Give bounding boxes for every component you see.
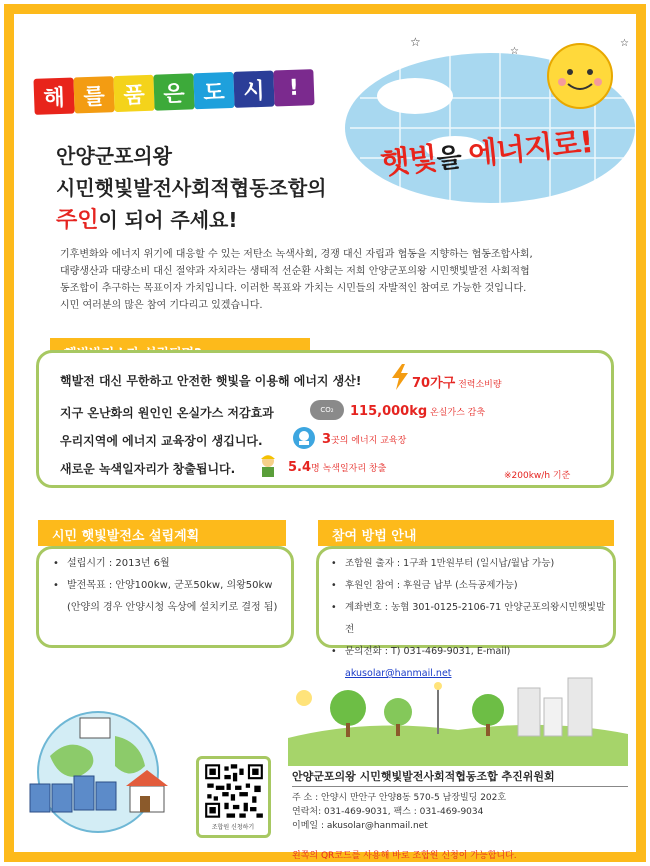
- plan-sub-note: (안양의 경우 안양시청 옥상에 설치키로 결정 됨): [67, 602, 278, 613]
- footer-qr-note: 왼쪽의 QR코드를 사용해 바로 조합원 신청이 가능합니다.: [292, 851, 517, 861]
- slogan: 햇빛을 에너지로!: [379, 124, 595, 183]
- worker-icon: [254, 452, 282, 480]
- email-link[interactable]: akusolar@hanmail.net: [345, 668, 452, 679]
- qr-code-icon[interactable]: [203, 762, 265, 820]
- join-item-contact: • 문의전화 : T) 031-469-9031, E-mail) akusolar@hanmail.net: [331, 641, 607, 685]
- plan-item: • 발전목표 : 안양100kw, 군포50kw, 의왕50kw: [53, 575, 281, 597]
- benefit-row-4-text: 새로운 녹색일자리가 창출됩니다.: [60, 462, 236, 476]
- footer-contact: [292, 791, 506, 833]
- lightning-icon: [392, 364, 408, 390]
- intro-paragraph: 기후변화와 에너지 위기에 대응할 수 있는 저탄소 녹색사회, 경쟁 대신 자립과 협동을 지향하는 협동조합사회, 대량생산과 대량소비 대신 절약과 자치라는 생태적 선순환 사회는 저희 안양군포의왕 시민햇빛발전 사회적협 동조합이 추구하는 목표이자 가치입니다. 이러한 목표와 가치는 시민들의 자발적인 참여로 가능한 것입니다. 시민 여러분의 많은 참여 기다리고 있겠습니다.: [60, 249, 533, 311]
- svg-text:☆: ☆: [410, 35, 421, 49]
- svg-text:☆: ☆: [510, 46, 519, 57]
- benefit-row-1-stat: 70가구 전력소비량: [412, 376, 502, 391]
- join-item: • 후원인 참여 : 후원금 납부 (소득공제가능): [331, 575, 607, 597]
- banner-char: 품: [113, 75, 154, 112]
- title-line-1: 안양군포의왕: [56, 144, 172, 168]
- footer-address: 주 소 : 안양시 만안구 안양8동 570-5 남장빌딩 202호: [292, 793, 507, 803]
- benefit-row-3-stat: 3곳의 에너지 교육장: [322, 432, 407, 447]
- sun-icon: [548, 44, 612, 108]
- plan-item: • 설립시기 : 2013년 6월: [53, 553, 281, 575]
- section-1-note: ※200kw/h 기준: [504, 471, 571, 481]
- banner-char: !: [273, 69, 314, 106]
- benefit-row-1-text: 핵발전 대신 무한하고 안전한 햇빛을 이용해 에너지 생산!: [60, 374, 362, 388]
- sky-illustration: [340, 28, 640, 213]
- section-3-box: [316, 546, 616, 679]
- footer-divider: [292, 786, 628, 787]
- title-highlight: 주인: [56, 208, 99, 233]
- title-line-2: 시민햇빛발전사회적협동조합의: [56, 176, 327, 200]
- footer-email: 이메일 : akusolar@hanmail.net: [292, 821, 428, 831]
- benefit-row-2-text: 지구 온난화의 원인인 온실가스 저감효과: [60, 406, 274, 420]
- join-item: • 조합원 출자 : 1구좌 1만원부터 (일시납/월납 가능): [331, 553, 607, 575]
- svg-text:☆: ☆: [620, 38, 629, 49]
- education-icon: [292, 426, 316, 450]
- globe-solar-illustration: [20, 706, 190, 836]
- benefit-row-2-stat: 115,000kg 온실가스 감축: [350, 404, 486, 419]
- park-illustration: [288, 668, 628, 766]
- join-item: • 계좌번호 : 농협 301-0125-2106-71 안양군포의왕시민햇빛발전: [331, 597, 607, 641]
- section-3-header: 참여 방법 안내: [318, 520, 614, 546]
- banner-char: 를: [73, 76, 114, 113]
- banner-char: 시: [233, 71, 274, 108]
- section-2-box: [36, 546, 294, 648]
- section-2-header: 시민 햇빛발전소 설립계획: [38, 520, 286, 546]
- banner-char: 은: [153, 73, 194, 110]
- banner-char: 도: [193, 72, 234, 109]
- title-line-3: 주인이 되어 주세요!: [56, 208, 238, 233]
- co2-cloud-icon: CO₂: [310, 400, 344, 420]
- footer-org-name: 안양군포의왕 시민햇빛발전사회적협동조합 추진위원회: [292, 770, 555, 783]
- banner-char: 해: [33, 78, 74, 115]
- footer-phone: 연락처: 031-469-9031, 팩스 : 031-469-9034: [292, 807, 484, 817]
- benefit-row-3-text: 우리지역에 에너지 교육장이 생깁니다.: [60, 434, 263, 448]
- benefit-row-4-stat: 5.4명 녹색일자리 창출: [288, 460, 387, 475]
- qr-label: 조합원 신청하기: [211, 824, 255, 831]
